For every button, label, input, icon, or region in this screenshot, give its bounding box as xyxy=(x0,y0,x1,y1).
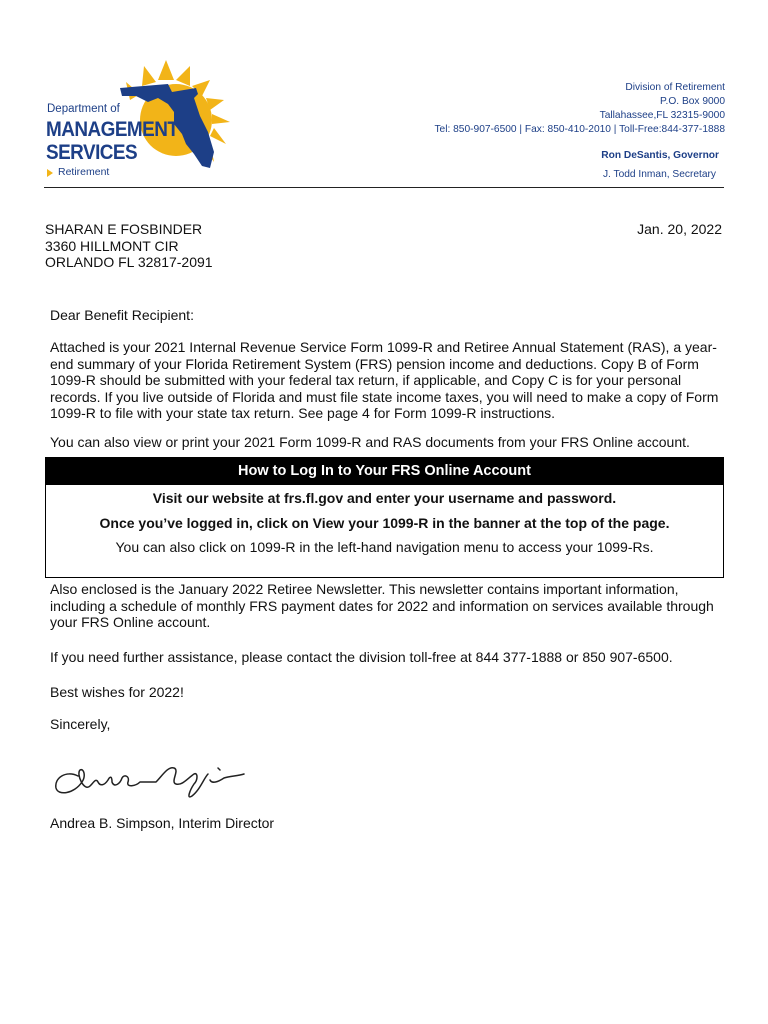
signer-name: Andrea B. Simpson, Interim Director xyxy=(50,815,275,831)
logo-services-text: SERVICES xyxy=(46,140,138,164)
logo-retirement-text: Retirement xyxy=(58,166,110,178)
logo-department-text: Department of xyxy=(47,103,120,115)
logo-management-text: MANAGEMENT xyxy=(46,117,179,141)
header-divider xyxy=(44,187,724,188)
arrow-icon xyxy=(47,169,53,177)
paragraph-view-online: You can also view or print your 2021 Form 1099-R and RAS documents from your FRS Online account. xyxy=(50,434,690,450)
city-state-zip: Tallahassee,FL 32315-9000 xyxy=(599,110,725,121)
letter-date: Jan. 20, 2022 xyxy=(637,221,722,237)
paragraph-assistance: If you need further assistance, please contact the division toll-free at 844 377-1888 or 850 907-6500. xyxy=(50,649,673,665)
login-step-1: Visit our website at frs.fl.gov and enter your username and password. xyxy=(152,490,617,506)
recipient-address xyxy=(45,221,213,271)
login-instructions-box xyxy=(45,457,724,578)
closing: Sincerely, xyxy=(50,716,111,732)
phone-numbers: Tel: 850-907-6500 | Fax: 850-410-2010 | Toll-Free:844-377-1888 xyxy=(434,124,725,135)
paragraph-newsletter: Also enclosed is the January 2022 Retiree Newsletter. This newsletter contains important information, including a schedule of monthly FRS payment dates for 2022 and information on services available through your FRS Online account. xyxy=(50,581,714,630)
login-step-2: Once you’ve logged in, click on View your 1099-R in the banner at the top of the page. xyxy=(99,515,670,531)
paragraph-1099r-intro: Attached is your 2021 Internal Revenue Service Form 1099-R and Retiree Annual Statement (RAS), a year-end summary of your Florida Retirement System (FRS) pension income and deductions. Copy B of Form 1099-R should be submitted with your federal tax return, if applicable, and Copy C is for your personal records. If you live outside of Florida and must file state income taxes, you will need to make a copy of Form 1099-R to file with your state tax return. See page 4 for Form 1099-R instructions. xyxy=(50,339,719,421)
login-box-title: How to Log In to Your FRS Online Account xyxy=(46,458,723,485)
login-step-3: You can also click on 1099-R in the left-hand navigation menu to access your 1099-Rs. xyxy=(115,539,654,555)
dms-logo xyxy=(44,58,234,188)
salutation: Dear Benefit Recipient: xyxy=(50,307,194,323)
recipient-street: 3360 HILLMONT CIR xyxy=(45,237,179,254)
po-box: P.O. Box 9000 xyxy=(660,96,725,107)
paragraph-best-wishes: Best wishes for 2022! xyxy=(50,684,184,700)
governor-name: Ron DeSantis, Governor xyxy=(601,150,719,161)
recipient-name: SHARAN E FOSBINDER xyxy=(45,221,203,237)
signature-image xyxy=(48,748,248,804)
division-address xyxy=(434,81,725,137)
secretary-name: J. Todd Inman, Secretary xyxy=(602,169,716,180)
division-name: Division of Retirement xyxy=(625,82,725,93)
recipient-city: ORLANDO FL 32817-2091 xyxy=(45,254,213,270)
